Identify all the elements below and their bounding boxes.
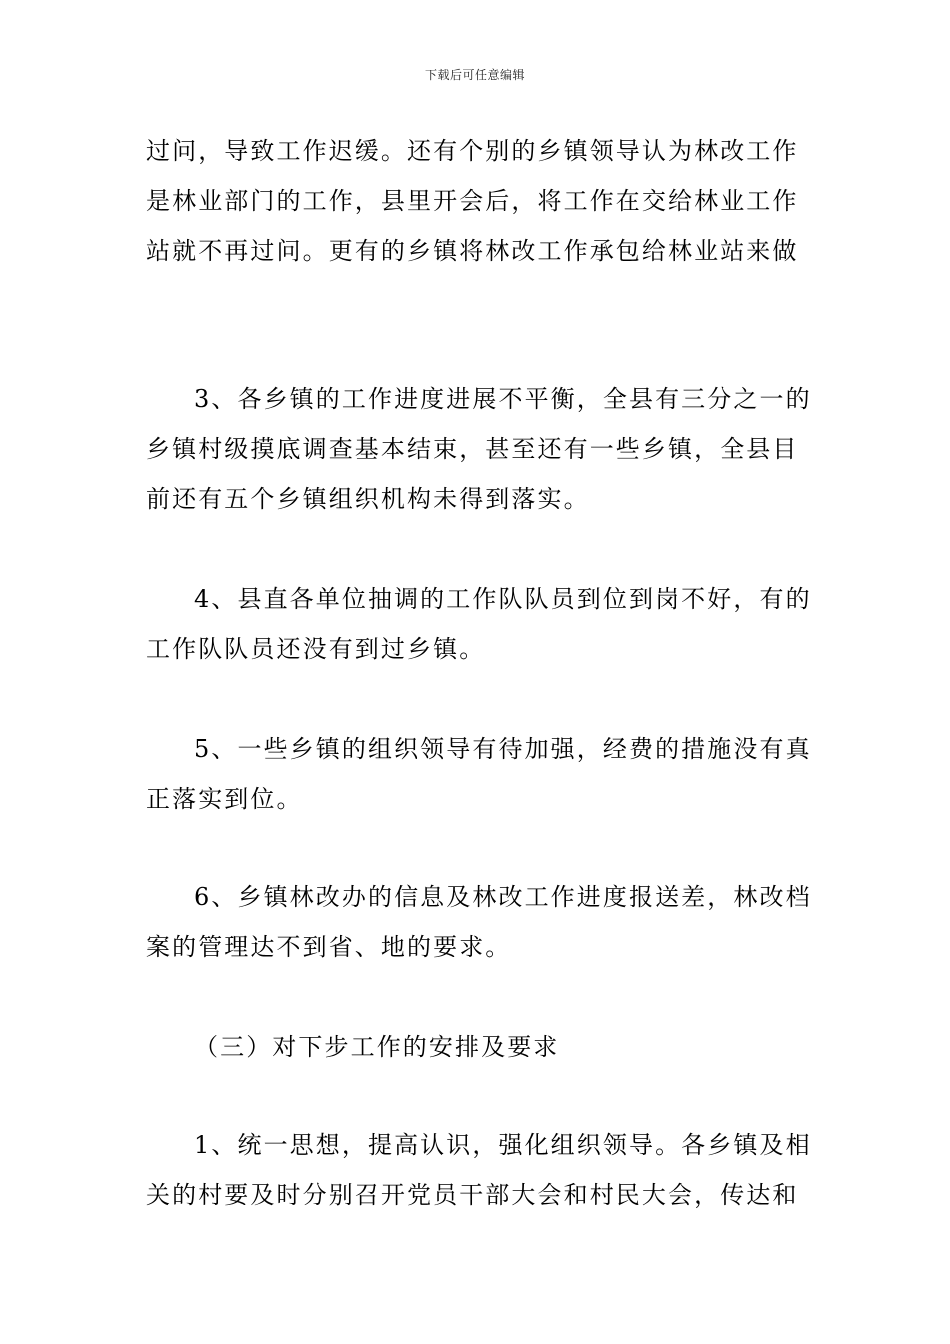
- paragraph-3-line: 3、各乡镇的工作进度进展不平衡，全县有三分之一的: [194, 385, 812, 413]
- text-line: 过问，导致工作迟缓。还有个别的乡镇领导认为林改工作: [146, 137, 799, 165]
- text-line: 关的村要及时分别召开党员干部大会和村民大会，传达和: [146, 1181, 799, 1209]
- paragraph-6-line: 6、乡镇林改办的信息及林改工作进度报送差，林改档: [194, 883, 812, 911]
- paragraph-5-line: 5、一些乡镇的组织领导有待加强，经费的措施没有真: [194, 735, 812, 763]
- text-line: 乡镇村级摸底调查基本结束，甚至还有一些乡镇，全县目: [146, 435, 799, 463]
- paragraph-4-line: 4、县直各单位抽调的工作队队员到位到岗不好，有的: [194, 585, 812, 613]
- text-line: 站就不再过问。更有的乡镇将林改工作承包给林业站来做: [146, 237, 799, 265]
- text-line: 工作队队员还没有到过乡镇。: [146, 635, 486, 663]
- text-line: 案的管理达不到省、地的要求。: [146, 933, 512, 961]
- text-line: 是林业部门的工作，县里开会后，将工作在交给林业工作: [146, 187, 799, 215]
- page-header: 下载后可任意编辑: [424, 68, 525, 82]
- section-heading: （三）对下步工作的安排及要求: [194, 1033, 560, 1061]
- paragraph-1-line: 1、统一思想，提高认识，强化组织领导。各乡镇及相: [194, 1131, 812, 1159]
- text-line: 正落实到位。: [146, 785, 303, 813]
- text-line: 前还有五个乡镇组织机构未得到落实。: [146, 485, 590, 513]
